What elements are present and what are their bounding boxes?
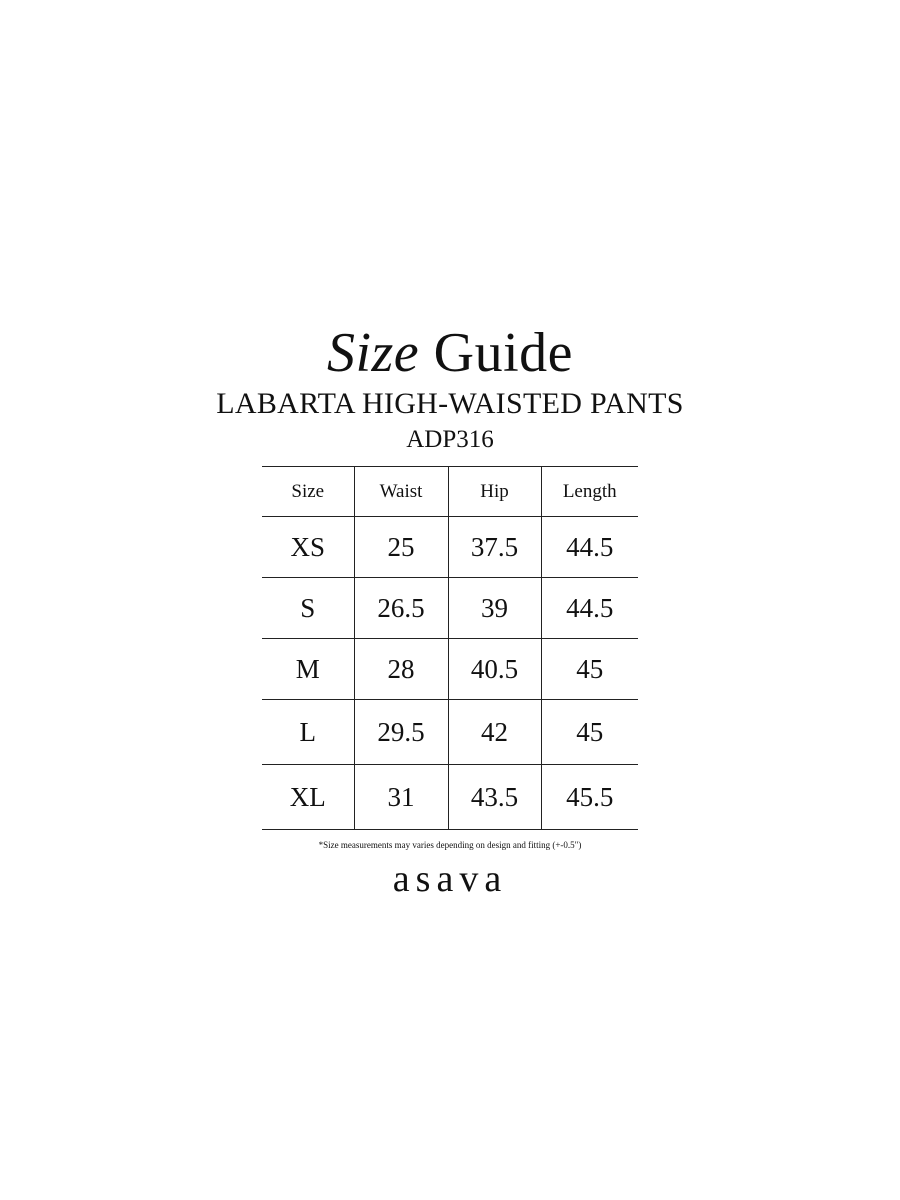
table-row: [262, 700, 638, 765]
table-row: [262, 765, 638, 830]
cell-length: 44.5: [566, 531, 614, 562]
page-title: [0, 318, 900, 388]
table-row: [262, 578, 638, 639]
column-header-hip: Hip: [448, 467, 541, 517]
cell-size: M: [262, 639, 354, 700]
cell-hip: 40.5: [448, 639, 541, 700]
cell-waist: 25: [354, 517, 448, 578]
column-header-size: Size: [262, 467, 354, 517]
column-header-waist: Waist: [354, 467, 448, 517]
brand-logo: asava: [392, 858, 508, 900]
column-header-length: Length: [562, 480, 617, 502]
cell-size: S: [262, 578, 354, 639]
size-table: [262, 466, 638, 830]
cell-waist: 26.5: [354, 578, 448, 639]
cell-hip: 43.5: [448, 765, 541, 830]
product-name: LABARTA HIGH-WAISTED PANTS: [216, 387, 684, 420]
table-header-row: [262, 467, 638, 517]
cell-size: XL: [262, 765, 354, 830]
title-italic-word: Size: [326, 322, 420, 384]
cell-waist: 31: [354, 765, 448, 830]
cell-size: XS: [262, 517, 354, 578]
cell-length: 45: [576, 716, 604, 747]
cell-size: L: [262, 700, 354, 765]
cell-waist: 28: [354, 639, 448, 700]
cell-hip: 39: [448, 578, 541, 639]
product-code: ADP316: [406, 426, 494, 453]
cell-length: 44.5: [566, 592, 614, 623]
cell-hip: 37.5: [448, 517, 541, 578]
table-row: [262, 639, 638, 700]
cell-hip: 42: [448, 700, 541, 765]
cell-length: 45: [576, 653, 604, 684]
cell-length: 45.5: [566, 781, 614, 812]
table-row: [262, 517, 638, 578]
cell-waist: 29.5: [354, 700, 448, 765]
measurement-note: *Size measurements may varies depending on design and fitting (+-0.5"): [318, 840, 582, 850]
title-regular-word: Guide: [433, 322, 574, 384]
